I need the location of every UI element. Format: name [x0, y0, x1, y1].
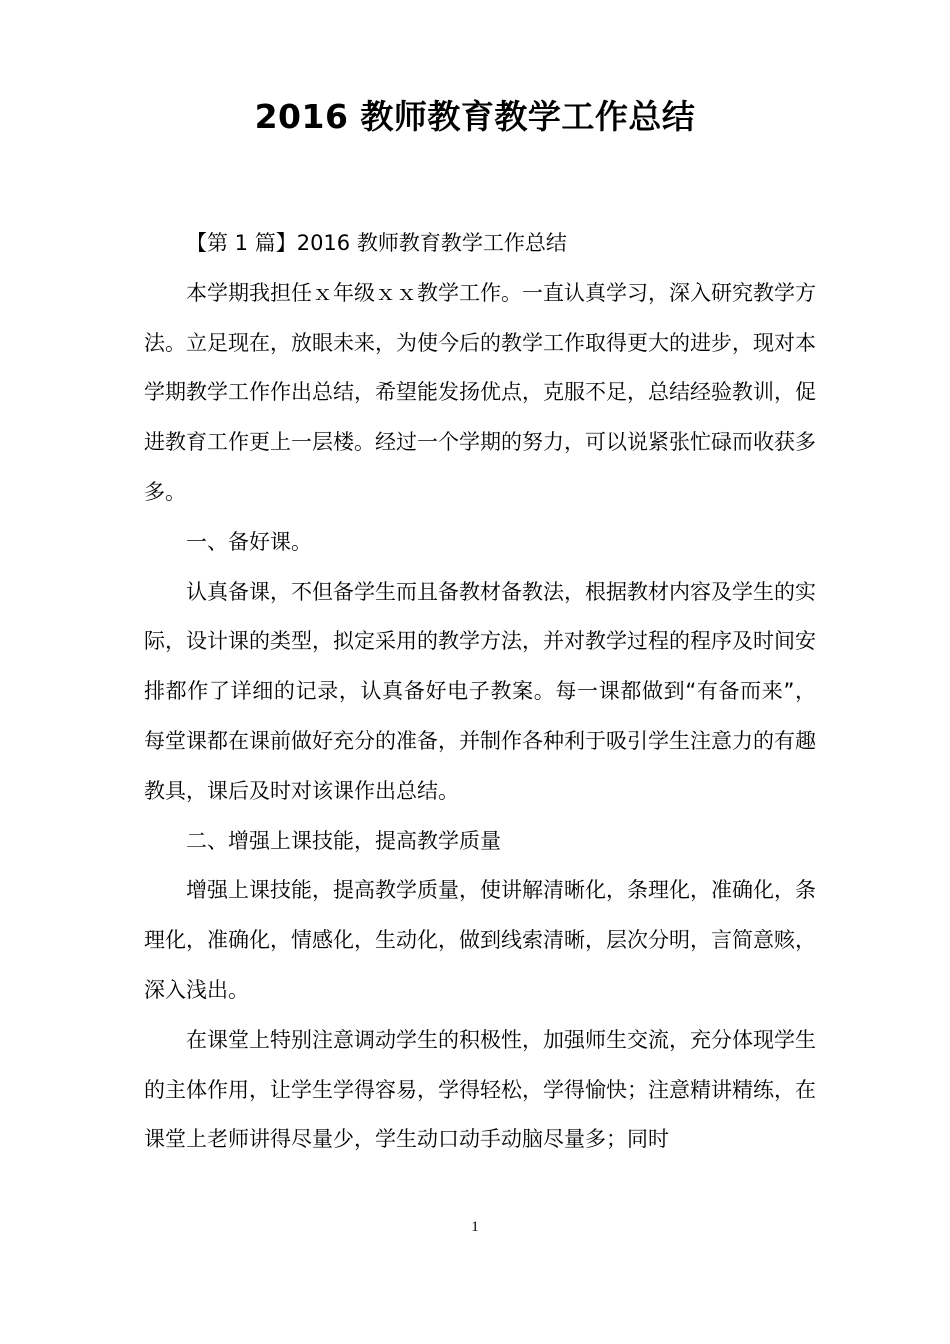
paragraph-classroom: 在课堂上特别注意调动学生的积极性，加强师生交流，充分体现学生的主体作用，让学生学得容易，学得轻松，学得愉快；注意精讲精练，在课堂上老师讲得尽量少，学生动口动手动脑尽量多；同时: [144, 1027, 816, 1152]
section-label: 【第 1 篇】2016 教师教育教学工作总结: [186, 231, 567, 255]
heading-teaching-skills: 二、增强上课技能，提高教学质量: [186, 828, 501, 853]
document-body: [144, 219, 816, 1165]
document-title: 2016 教师教育教学工作总结: [254, 97, 696, 136]
paragraph-intro: 本学期我担任ｘ年级ｘｘ教学工作。一直认真学习，深入研究教学方法。立足现在，放眼未来，为使今后的教学工作取得更大的进步，现对本学期教学工作作出总结，希望能发扬优点，克服不足，总结经验教训，促进教育工作更上一层楼。经过一个学期的努力，可以说紧张忙碌而收获多多。: [144, 280, 816, 504]
paragraph-teaching-skills: 增强上课技能，提高教学质量，使讲解清晰化，条理化，准确化，条理化，准确化，情感化，生动化，做到线索清晰，层次分明，言简意赅，深入浅出。: [144, 878, 816, 1002]
paragraph-prepare-lessons: 认真备课，不但备学生而且备教材备教法，根据教材内容及学生的实际，设计课的类型，拟定采用的教学方法，并对教学过程的程序及时间安排都作了详细的记录，认真备好电子教案。每一课都做到“有备而来”，每堂课都在课前做好充分的准备，并制作各种利于吸引学生注意力的有趣教具，课后及时对该课作出总结。: [144, 579, 816, 803]
heading-prepare-lessons: 一、备好课。: [186, 529, 312, 554]
page-number: 1: [471, 1219, 479, 1235]
